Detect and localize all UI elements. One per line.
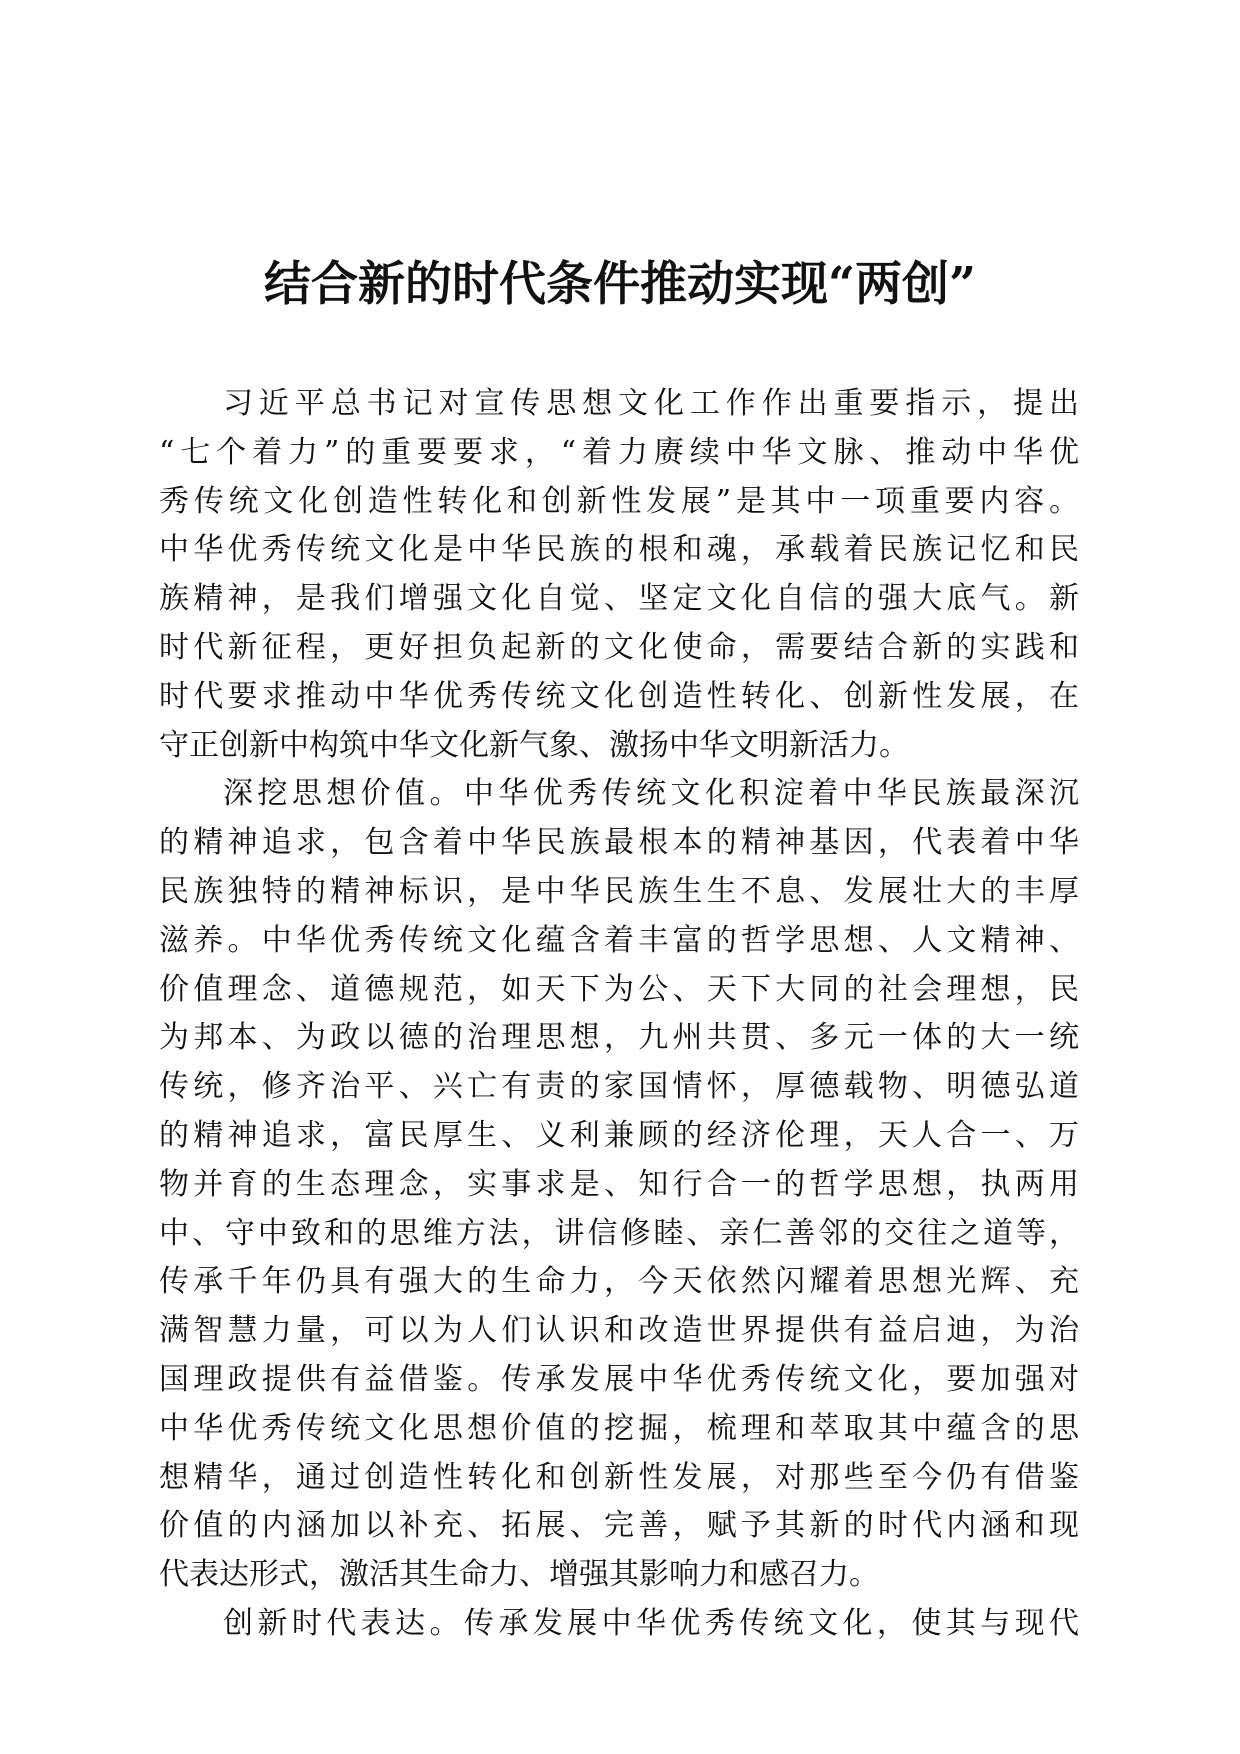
text-line: 族精神，是我们增强文化自觉、坚定文化自信的强大底气。新: [159, 581, 1079, 617]
text-line: 价值的内涵加以补充、拓展、完善，赋予其新的时代内涵和现: [159, 1508, 1079, 1544]
text-line: 中华优秀传统文化是中华民族的根和魂，承载着民族记忆和民: [159, 532, 1079, 568]
text-line: 传承千年仍具有强大的生命力，今天依然闪耀着思想光辉、充: [159, 1264, 1079, 1300]
text-line: 为邦本、为政以德的治理思想，九州共贯、多元一体的大一统: [159, 1020, 1079, 1056]
text-line: 的精神追求，包含着中华民族最根本的精神基因，代表着中华: [159, 825, 1079, 861]
text-line: 传统，修齐治平、兴亡有责的家国情怀，厚德载物、明德弘道: [159, 1069, 1079, 1105]
text-line: 创新时代表达。传承发展中华优秀传统文化，使其与现代: [223, 1605, 1079, 1641]
text-line: “七个着力”的重要要求，“着力赓续中华文脉、推动中华优: [159, 434, 1079, 470]
text-line: 滋养。中华优秀传统文化蕴含着丰富的哲学思想、人文精神、: [159, 922, 1079, 958]
text-line: 的精神追求，富民厚生、义利兼顾的经济伦理，天人合一、万: [159, 1117, 1079, 1153]
text-line: 价值理念、道德规范，如天下为公、天下大同的社会理想，民: [159, 971, 1079, 1007]
text-line: 深挖思想价值。中华优秀传统文化积淀着中华民族最深沉: [223, 776, 1079, 812]
document-title: 结合新的时代条件推动实现“两创”: [263, 257, 977, 312]
text-line: 时代新征程，更好担负起新的文化使命，需要结合新的实践和: [159, 629, 1079, 665]
text-line: 习近平总书记对宣传思想文化工作作出重要指示，提出: [223, 386, 1079, 421]
text-line: 守正创新中构筑中华文化新气象、激扬中华文明新活力。: [159, 727, 909, 763]
text-line: 秀传统文化创造性转化和创新性发展”是其中一项重要内容。: [159, 483, 1079, 519]
text-line: 想精华，通过创造性转化和创新性发展，对那些至今仍有借鉴: [159, 1459, 1079, 1495]
document-body: [159, 380, 1079, 1649]
text-line: 满智慧力量，可以为人们认识和改造世界提供有益启迪，为治: [159, 1313, 1079, 1349]
text-line: 民族独特的精神标识，是中华民族生生不息、发展壮大的丰厚: [159, 873, 1079, 909]
text-line: 中、守中致和的思维方法，讲信修睦、亲仁善邻的交往之道等，: [159, 1215, 1079, 1251]
text-line: 国理政提供有益借鉴。传承发展中华优秀传统文化，要加强对: [159, 1361, 1079, 1397]
text-line: 中华优秀传统文化思想价值的挖掘，梳理和萃取其中蕴含的思: [159, 1410, 1079, 1446]
text-line: 物并育的生态理念，实事求是、知行合一的哲学思想，执两用: [159, 1166, 1079, 1202]
text-line: 时代要求推动中华优秀传统文化创造性转化、创新性发展，在: [159, 678, 1079, 714]
text-line: 代表达形式，激活其生命力、增强其影响力和感召力。: [159, 1557, 879, 1593]
